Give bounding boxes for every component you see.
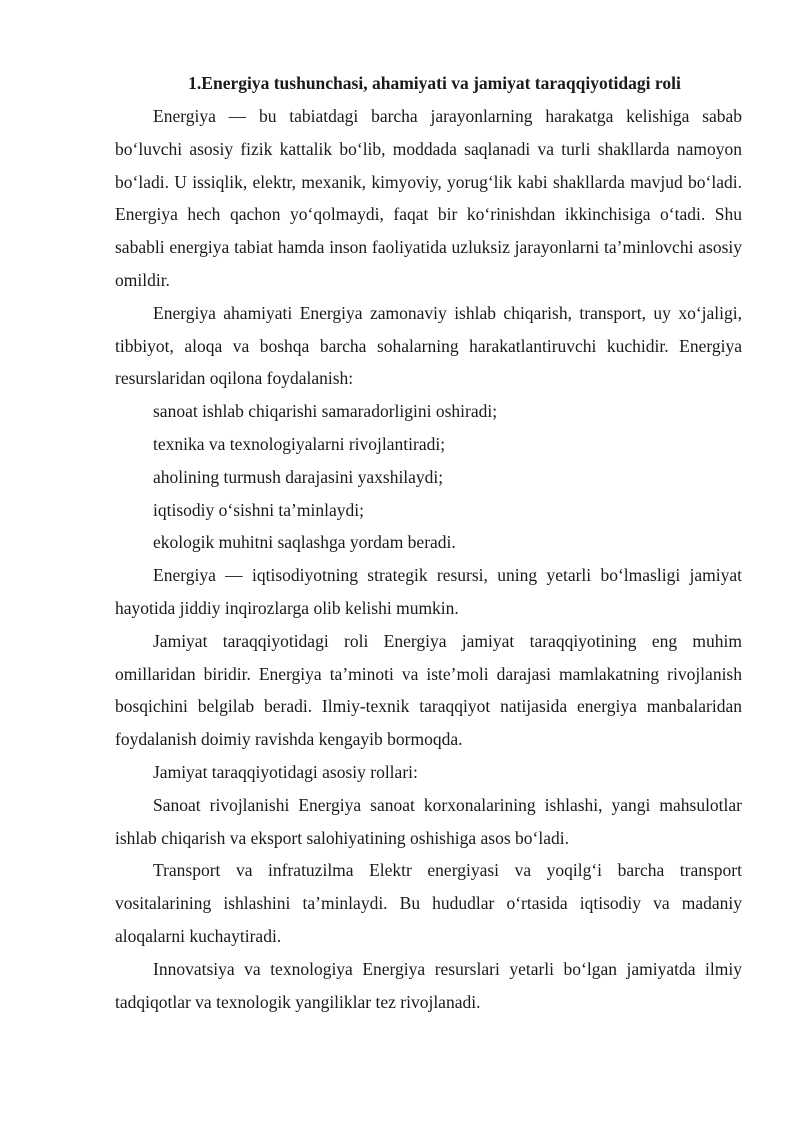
paragraph-energy-definition: Energiya — bu tabiatdagi barcha jarayonlarning harakatga kelishiga sabab bo‘luvchi asosiy fizik kattalik bo‘lib, moddada saqlanadi va turli shakllarda namoyon bo‘ladi. U issiqlik, elektr, mexanik, kimyoviy, yorug‘lik kabi shakllarda mavjud bo‘ladi. Energiya hech qachon yo‘qolmaydi, faqat bir ko‘rinishdan ikkinchisiga o‘tadi. Shu sababli energiya tabiat hamda inson faoliyatida uzluksiz jarayonlarni ta’minlovchi asosiy omildir.: [115, 106, 742, 290]
list-item: texnika va texnologiyalarni rivojlantiradi;: [153, 433, 446, 454]
paragraph-energy-importance: Energiya ahamiyati Energiya zamonaviy ishlab chiqarish, transport, uy xo‘jaligi, tibbiyot, aloqa va boshqa barcha sohalarning harakatlantiruvchi kuchidir. Energiya resurslaridan oqilona foydalanish:: [115, 302, 742, 389]
paragraph-innovation: Innovatsiya va texnologiya Energiya resurslari yetarli bo‘lgan jamiyatda ilmiy tadqiqotlar va texnologik yangiliklar tez rivojlanadi.: [115, 958, 742, 1012]
paragraph-transport: Transport va infratuzilma Elektr energiyasi va yoqilg‘i barcha transport vositalarining ishlashini ta’minlaydi. Bu hududlar o‘rtasida iqtisodiy va madaniy aloqalarni kuchaytiradi.: [115, 860, 742, 946]
paragraph-industry: Sanoat rivojlanishi Energiya sanoat korxonalarining ishlashi, yangi mahsulotlar ishlab chiqarish va eksport salohiyatining oshishiga asos bo‘ladi.: [115, 794, 742, 848]
paragraph-society-role: Jamiyat taraqqiyotidagi roli Energiya jamiyat taraqqiyotining eng muhim omillaridan biridir. Energiya ta’minoti va iste’moli darajasi mamlakatning rivojlanish bosqichini belgilab beradi. Ilmiy-texnik taraqqiyot natijasida energiya manbalaridan foydalanish doimiy ravishda kengayib bormoqda.: [115, 630, 742, 750]
document-page: [115, 72, 742, 1018]
list-item: sanoat ishlab chiqarishi samaradorligini oshiradi;: [153, 401, 498, 422]
list-item: aholining turmush darajasini yaxshilaydi;: [153, 466, 444, 487]
paragraph-main-roles-heading: Jamiyat taraqqiyotidagi asosiy rollari:: [153, 761, 418, 782]
paragraph-strategic-resource: Energiya — iqtisodiyotning strategik resursi, uning yetarli bo‘lmasligi jamiyat hayotida jiddiy inqirozlarga olib kelishi mumkin.: [115, 565, 742, 618]
page-title: 1.Energiya tushunchasi, ahamiyati va jamiyat taraqqiyotidagi roli: [188, 73, 681, 93]
benefits-list: [115, 395, 742, 559]
list-item: ekologik muhitni saqlashga yordam beradi.: [153, 532, 456, 553]
list-item: iqtisodiy o‘sishni ta’minlaydi;: [153, 499, 364, 520]
